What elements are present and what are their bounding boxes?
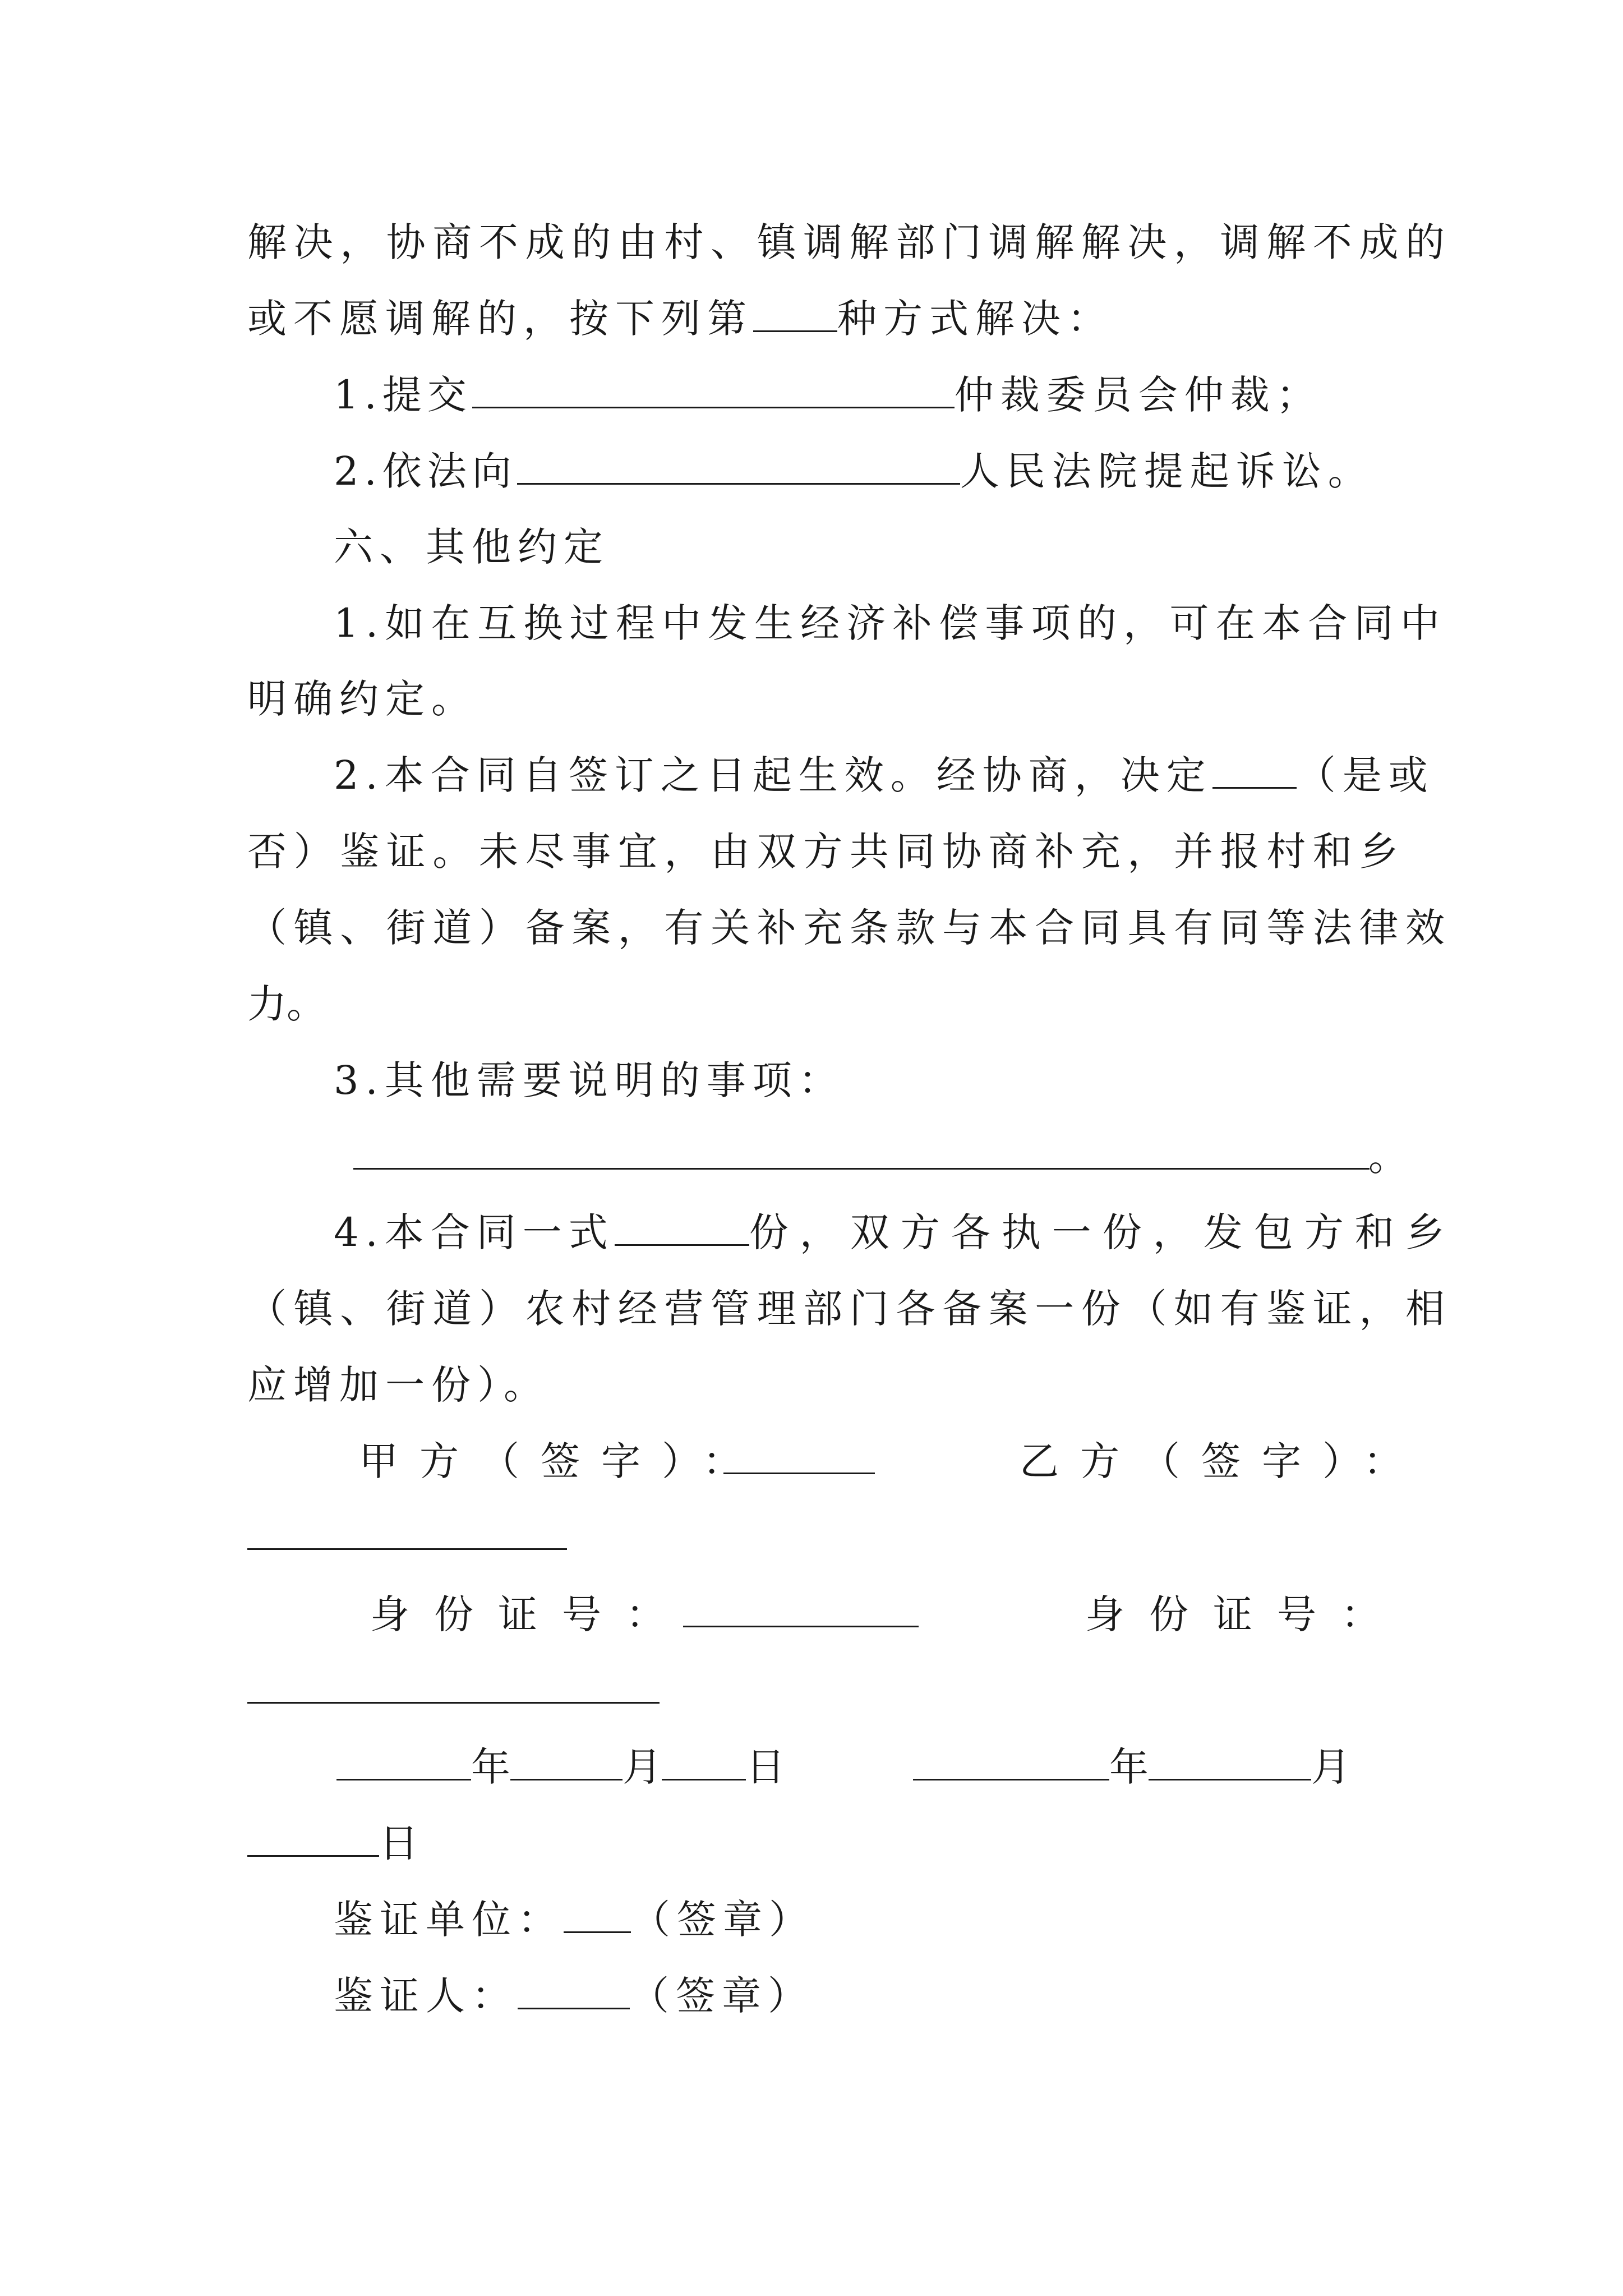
party-a-label: 甲方（签字）：	[359, 1438, 763, 1484]
notary-person-label: 鉴证人：	[334, 1973, 518, 2019]
text-line: 1.如在互换过程中发生经济补偿事项的，可在本合同中	[334, 600, 1447, 646]
notary-unit-blank[interactable]	[564, 1899, 631, 1933]
item-2-line-2	[247, 829, 1405, 875]
other-matters-blank[interactable]	[353, 1168, 1370, 1170]
item-4-line-1	[334, 1210, 1456, 1255]
text-line: 3.其他需要说明的事项：	[334, 1057, 845, 1103]
party-b-day-blank[interactable]	[247, 1823, 379, 1857]
text-line: 否）鉴证。未尽事宜，由双方共同协商补充，并报村和乡	[247, 829, 1405, 875]
text-line: 应增加一份）。	[247, 1362, 550, 1408]
text-segment: （是或	[1296, 752, 1435, 798]
party-b-date	[913, 1745, 1350, 1789]
arbitration-option	[334, 372, 1322, 417]
party-a-signature	[359, 1439, 763, 1484]
party-b-id-blank[interactable]	[247, 1702, 660, 1704]
year-label: 年	[1109, 1744, 1149, 1790]
text-line: 解决，协商不成的由村、镇调解部门调解解决，调解不成的	[247, 219, 1452, 265]
section-heading	[334, 524, 610, 569]
arbitration-committee-blank[interactable]	[472, 374, 955, 408]
item-4-line-2	[247, 1286, 1452, 1332]
item-4-line-3	[247, 1363, 550, 1407]
seal-label: （签章）	[631, 1897, 815, 1943]
text-segment: 份，双方各执一份，发包方和乡	[749, 1209, 1456, 1255]
text-segment: 。	[1368, 1134, 1408, 1180]
item-2-line-1	[334, 753, 1435, 798]
party-b-id-label: 身份证号：	[1085, 1591, 1405, 1637]
text-segment: 或不愿调解的，按下列第	[247, 296, 753, 342]
party-a-date	[336, 1745, 785, 1789]
party-b-month-blank[interactable]	[1149, 1746, 1311, 1780]
party-a-id-label: 身份证号：	[370, 1591, 690, 1637]
party-a-year-blank[interactable]	[336, 1746, 471, 1780]
litigation-option	[334, 449, 1374, 494]
item-1-line-2	[247, 677, 477, 721]
party-b-id	[1085, 1592, 1405, 1637]
text-segment: 仲裁委员会仲裁；	[954, 372, 1322, 418]
dispute-clause-line-1	[247, 219, 1452, 265]
seal-label: （签章）	[630, 1973, 814, 2019]
text-line: 明确约定。	[247, 676, 477, 722]
item-2-line-3	[247, 905, 1452, 951]
court-name-blank[interactable]	[517, 450, 960, 485]
method-number-blank[interactable]	[753, 298, 837, 332]
party-a-day-blank[interactable]	[662, 1746, 746, 1780]
text-segment: 2.本合同自签订之日起生效。经协商，决定	[334, 752, 1212, 798]
text-segment: 2.依法向	[334, 448, 517, 494]
party-a-id-blank[interactable]	[683, 1626, 919, 1627]
month-label: 月	[623, 1744, 662, 1790]
notarization-choice-blank[interactable]	[1212, 754, 1297, 789]
month-label: 月	[1311, 1744, 1350, 1790]
text-line: （镇、街道）备案，有关补充条款与本合同具有同等法律效	[247, 905, 1452, 951]
text-segment: 人民法院提起诉讼。	[960, 448, 1374, 494]
party-a-id	[370, 1592, 690, 1637]
party-b-year-blank[interactable]	[913, 1746, 1109, 1780]
notary-unit-label: 鉴证单位：	[334, 1897, 564, 1943]
section-title: 六、其他约定	[334, 524, 610, 570]
item-2-line-4	[247, 982, 326, 1027]
period-mark	[1368, 1134, 1408, 1179]
party-a-month-blank[interactable]	[510, 1746, 623, 1780]
text-segment: 4.本合同一式	[334, 1209, 615, 1255]
party-a-signature-blank[interactable]	[723, 1473, 875, 1474]
text-line: （镇、街道）农村经营管理部门各备案一份（如有鉴证，相	[247, 1286, 1452, 1332]
day-label: 日	[379, 1820, 418, 1866]
notary-unit	[334, 1897, 815, 1942]
item-3-line	[334, 1058, 845, 1103]
text-segment: 种方式解决：	[837, 296, 1113, 342]
party-b-label: 乙方（签字）：	[1020, 1438, 1424, 1484]
text-segment: 1.提交	[334, 372, 472, 418]
party-b-signature-blank[interactable]	[247, 1548, 567, 1550]
item-1-line-1	[334, 601, 1446, 646]
copies-count-blank[interactable]	[615, 1212, 749, 1246]
party-b-day	[247, 1821, 418, 1866]
text-line: 力。	[247, 981, 326, 1027]
notary-person	[334, 1973, 814, 2018]
party-b-signature	[1020, 1439, 1424, 1484]
year-label: 年	[471, 1744, 510, 1790]
day-label: 日	[746, 1744, 785, 1790]
dispute-clause-line-2	[247, 296, 1113, 341]
notary-person-blank[interactable]	[518, 1975, 630, 2009]
